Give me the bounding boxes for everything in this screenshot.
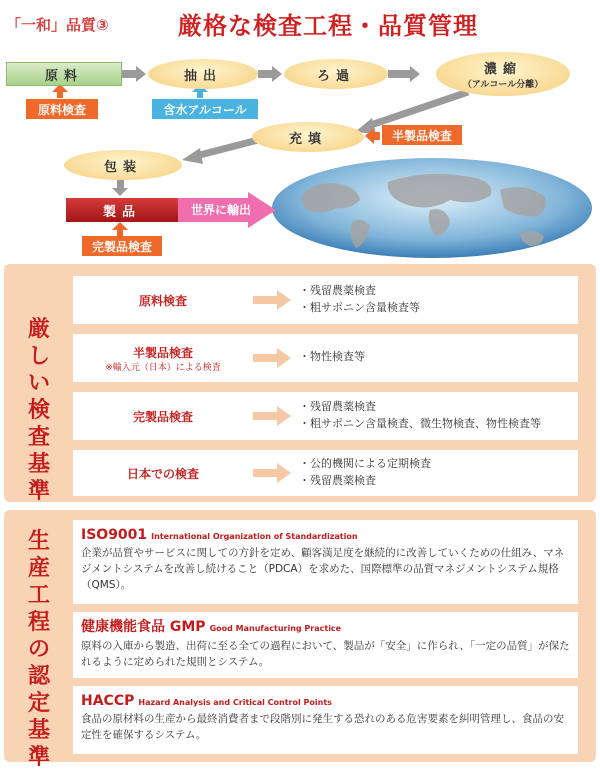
header-prefix: 「一和」品質③: [6, 16, 109, 34]
standard-en: Good Manufacturing Practice: [209, 624, 342, 633]
strict-row-final: [73, 392, 578, 440]
step-filter: ろ過: [284, 59, 388, 89]
strict-title: 厳しい検査基準: [27, 317, 50, 504]
row-item: ・公的機関による定期検査: [299, 457, 431, 470]
standard-body: 原料の入庫から製造、出荷に至る全ての過程において、製品が「安全」に作られ、「一定の品質」が保たれるように定められた規則とシステム。: [81, 640, 570, 668]
step-concentrate-label: 濃縮: [483, 62, 522, 77]
standard-iso9001: [73, 520, 578, 604]
standard-name: HACCP: [81, 693, 135, 709]
arrow-right-icon: [253, 463, 291, 483]
standard-body: 食品の原材料の生産から最終消費者まで段階別に発生する恐れのある危害要素を糾明管理し、食品の安定性を確保するシステム。: [81, 713, 564, 741]
tag-alcohol: 含水アルコール: [152, 99, 258, 119]
row-items: [299, 455, 431, 489]
export-label: 世界に輸出: [190, 202, 251, 217]
row-item: ・残留農薬検査: [299, 400, 376, 413]
row-items: [299, 348, 365, 365]
row-label: 日本での検査: [126, 467, 199, 481]
step-raw: 原料: [6, 62, 122, 86]
row-label: 半製品検査: [132, 346, 193, 360]
standard-body: 企業が品質やサービスに関しての方針を定め、顧客満足度を継続的に改善していくための仕組み、マネジメントシステムを改善し続けること（PDCA）を求めた、国際標準の品質マネジメントシステム規格（QMS）。: [81, 547, 565, 591]
row-item: ・粗サポニン含量検査等: [299, 301, 420, 314]
standard-en: International Organization of Standardization: [151, 532, 358, 541]
standard-haccp: [73, 686, 578, 754]
row-item: ・残留農薬検査: [299, 284, 376, 297]
page-title: 厳格な検査工程・品質管理: [178, 12, 478, 40]
arrow-right-icon: [253, 406, 291, 426]
row-item: ・粗サポニン含量検査、微生物検査、物性検査等: [299, 417, 541, 430]
step-extract: 抽出: [148, 59, 258, 89]
row-sub: ※輸入元（日本）による検査: [105, 363, 221, 373]
row-label: 原料検査: [138, 294, 187, 308]
step-concentrate: [436, 52, 570, 96]
production-title: 生産工程の認定基準: [27, 529, 50, 770]
standard-gmp: [73, 612, 578, 678]
row-items: [299, 398, 541, 432]
standard-name: ISO9001: [81, 527, 148, 543]
arrow-right-icon: [253, 348, 291, 368]
standard-en: Hazard Analysis and Critical Control Points: [138, 698, 332, 707]
row-label: 完製品検査: [132, 410, 193, 424]
step-concentrate-note: （アルコール分離）: [462, 80, 544, 90]
tag-semi-check: 半製品検査: [382, 125, 462, 145]
step-fill: 充填: [252, 122, 364, 152]
step-product: 製品: [66, 198, 178, 222]
tag-final-check: 完製品検査: [82, 236, 162, 256]
standard-name: 健康機能食品 GMP: [81, 619, 206, 635]
strict-row-japan: [73, 450, 578, 496]
step-pack: 包装: [64, 150, 182, 180]
row-item: ・残留農薬検査: [299, 474, 376, 487]
strict-row-raw: [73, 276, 578, 324]
row-items: [299, 282, 420, 316]
row-item: ・物性検査等: [299, 350, 365, 363]
strict-row-semi: [73, 334, 578, 382]
arrow-right-icon: [253, 290, 291, 310]
page-header: [6, 4, 596, 38]
tag-raw-check: 原料検査: [26, 99, 98, 119]
